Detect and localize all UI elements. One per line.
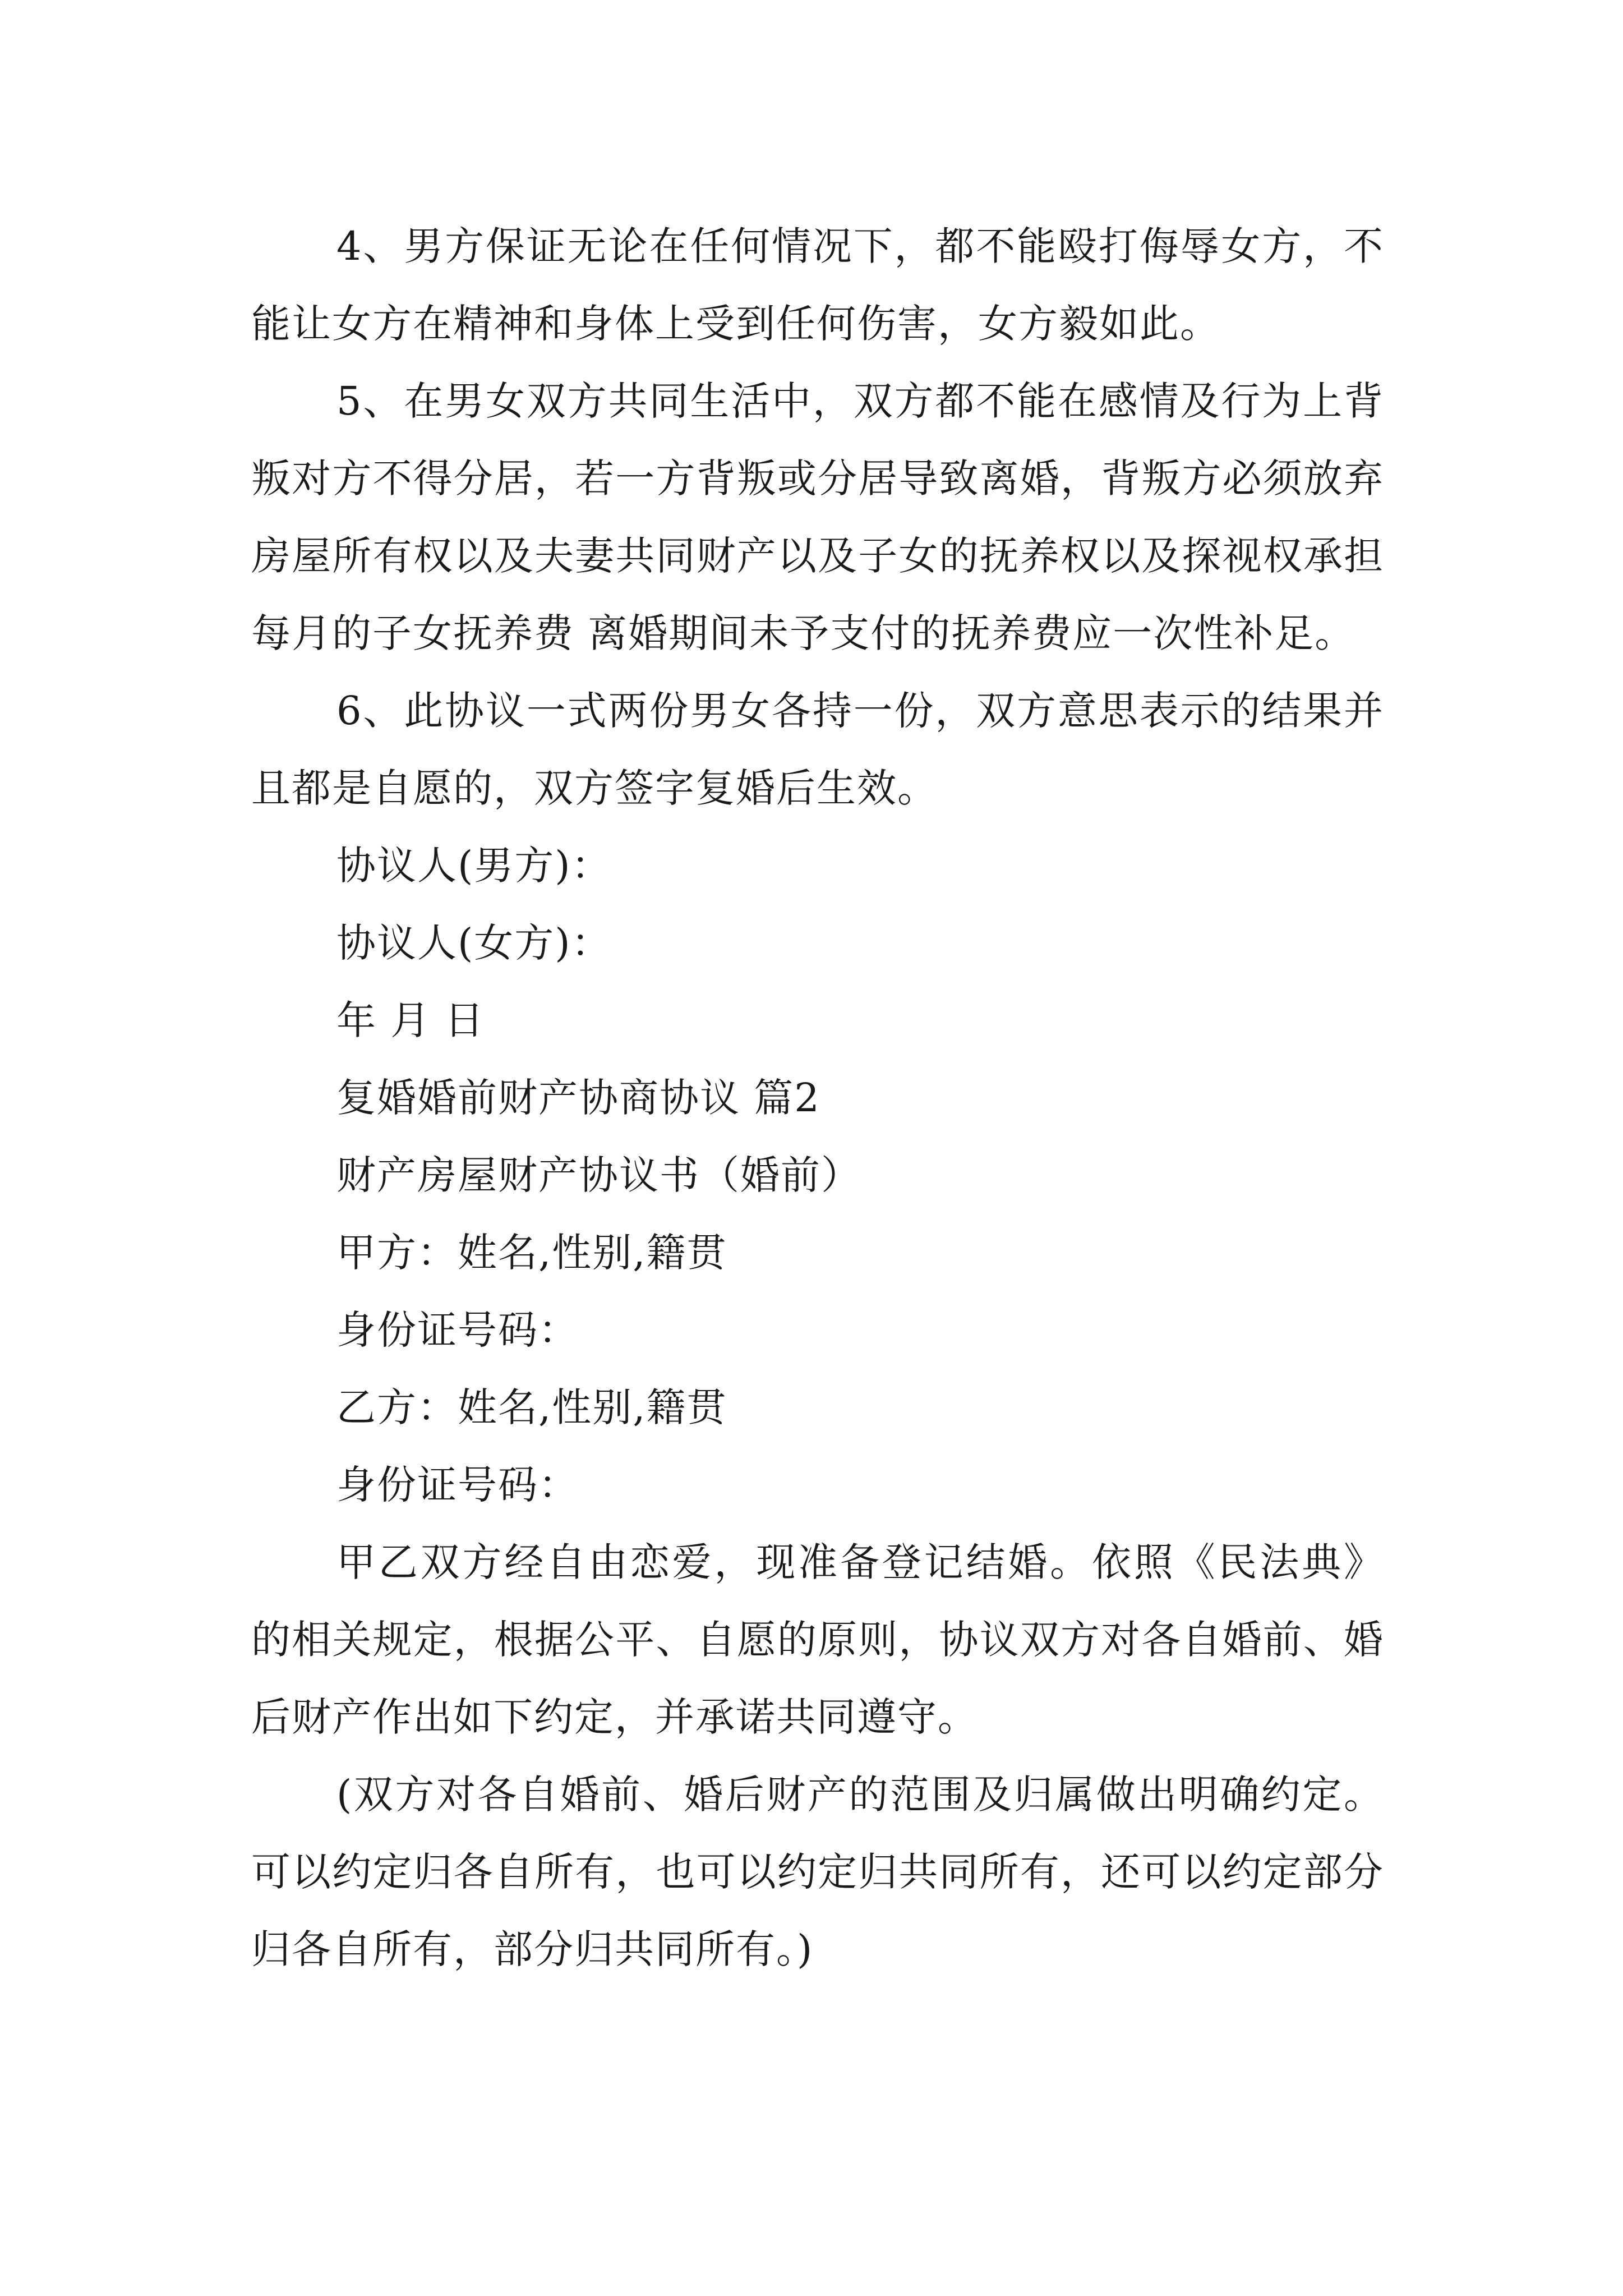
party-a-info: 甲方：姓名,性别,籍贯: [336, 1230, 727, 1276]
clause-4-paragraph: 4、男方保证无论在任何情况下，都不能殴打侮辱女方，不能让女方在精神和身体上受到任何伤害，女方毅如此。: [251, 223, 1384, 347]
signatory-male-line: 协议人(男方)：: [336, 843, 612, 889]
signatory-female-line: 协议人(女方)：: [336, 920, 612, 966]
party-b-info: 乙方：姓名,性别,籍贯: [336, 1384, 727, 1430]
clause-5-paragraph: 5、在男女双方共同生活中，双方都不能在感情及行为上背叛对方不得分居，若一方背叛或分居导致离婚，背叛方必须放弃房屋所有权以及夫妻共同财产以及子女的抚养权以及探视权承担每月的子女抚养费 离婚期间未予支付的抚养费应一次性补足。: [251, 378, 1384, 656]
preamble-paragraph: 甲乙双方经自由恋爱，现准备登记结婚。依照《民法典》的相关规定，根据公平、自愿的原则，协议双方对各自婚前、婚后财产作出如下约定，并承诺共同遵守。: [251, 1539, 1384, 1740]
property-note-paragraph: (双方对各自婚前、婚后财产的范围及归属做出明确约定。可以约定归各自所有，也可以约定归共同所有，还可以约定部分归各自所有，部分归共同所有。): [251, 1772, 1384, 1972]
party-a-id-line: 身份证号码：: [336, 1307, 579, 1353]
section-heading: 复婚婚前财产协商协议 篇2: [336, 1075, 820, 1121]
document-body: [251, 208, 1384, 1988]
party-b-id-line: 身份证号码：: [336, 1462, 579, 1508]
date-line: 年 月 日: [336, 997, 485, 1043]
agreement-title: 财产房屋财产协议书（婚前）: [336, 1152, 861, 1198]
clause-6-paragraph: 6、此协议一式两份男女各持一份，双方意思表示的结果并且都是自愿的，双方签字复婚后生效。: [251, 688, 1384, 811]
